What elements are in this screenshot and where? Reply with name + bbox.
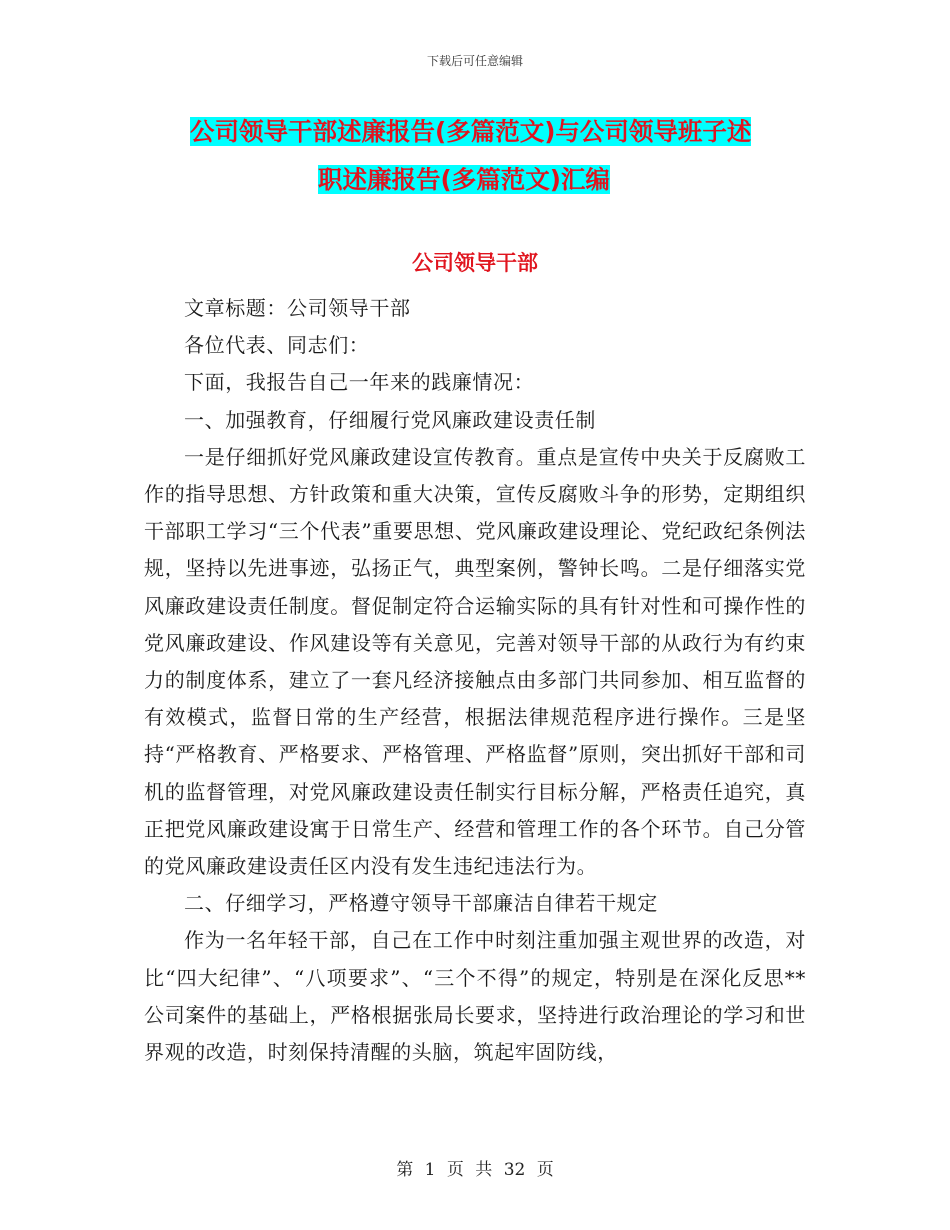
paragraph-part-two: 作为一名年轻干部，自己在工作中时刻注重加强主观世界的改造，对比“四大纪律”、“八项要求”、“三个不得”的规定，特别是在深化反思**公司案件的基础上，严格根据张局长要求，坚持进行政治理论的学习和世界观的改造，时刻保持清醒的头脑，筑起牢固防线， [144, 928, 806, 1065]
body-text [144, 290, 806, 1071]
paragraph-salutation: 各位代表、同志们： [184, 333, 370, 358]
document-title [190, 108, 810, 204]
page-footer: 第 1 页 共 32 页 [396, 1160, 554, 1180]
heading-part-one: 一、加强教育，仔细履行党风廉政建设责任制 [184, 407, 596, 432]
paragraph-part-one: 一是仔细抓好党风廉政建设宣传教育。重点是宣传中央关于反腐败工作的指导思想、方针政策和重大决策，宣传反腐败斗争的形势，定期组织干部职工学习“三个代表”重要思想、党风廉政建设理论、党纪政纪条例法规，坚持以先进事迹，弘扬正气，典型案例，警钟长鸣。二是仔细落实党风廉政建设责任制度。督促制定符合运输实际的具有针对性和可操作性的党风廉政建设、作风建设等有关意见，完善对领导干部的从政行为有约束力的制度体系，建立了一套凡经济接触点由多部门共同参加、相互监督的有效模式，监督日常的生产经营，根据法律规范程序进行操作。三是坚持“严格教育、严格要求、严格管理、严格监督”原则，突出抓好干部和司机的监督管理，对党风廉政建设责任制实行目标分解，严格责任追究，真正把党风廉政建设寓于日常生产、经营和管理工作的各个环节。自己分管的党风廉政建设责任区内没有发生违纪违法行为。 [144, 444, 806, 879]
page-header-note: 下载后可任意编辑 [426, 54, 523, 68]
title-line-1: 公司领导干部述廉报告(多篇范文)与公司领导班子述 [190, 117, 752, 146]
paragraph-intro: 下面，我报告自己一年来的践廉情况： [184, 370, 535, 395]
heading-part-two: 二、仔细学习，严格遵守领导干部廉洁自律若干规定 [184, 891, 658, 916]
title-line-2: 职述廉报告(多篇范文)汇编 [318, 165, 610, 194]
paragraph-article-title: 文章标题：公司领导干部 [184, 296, 411, 320]
section-title: 公司领导干部 [412, 251, 538, 275]
